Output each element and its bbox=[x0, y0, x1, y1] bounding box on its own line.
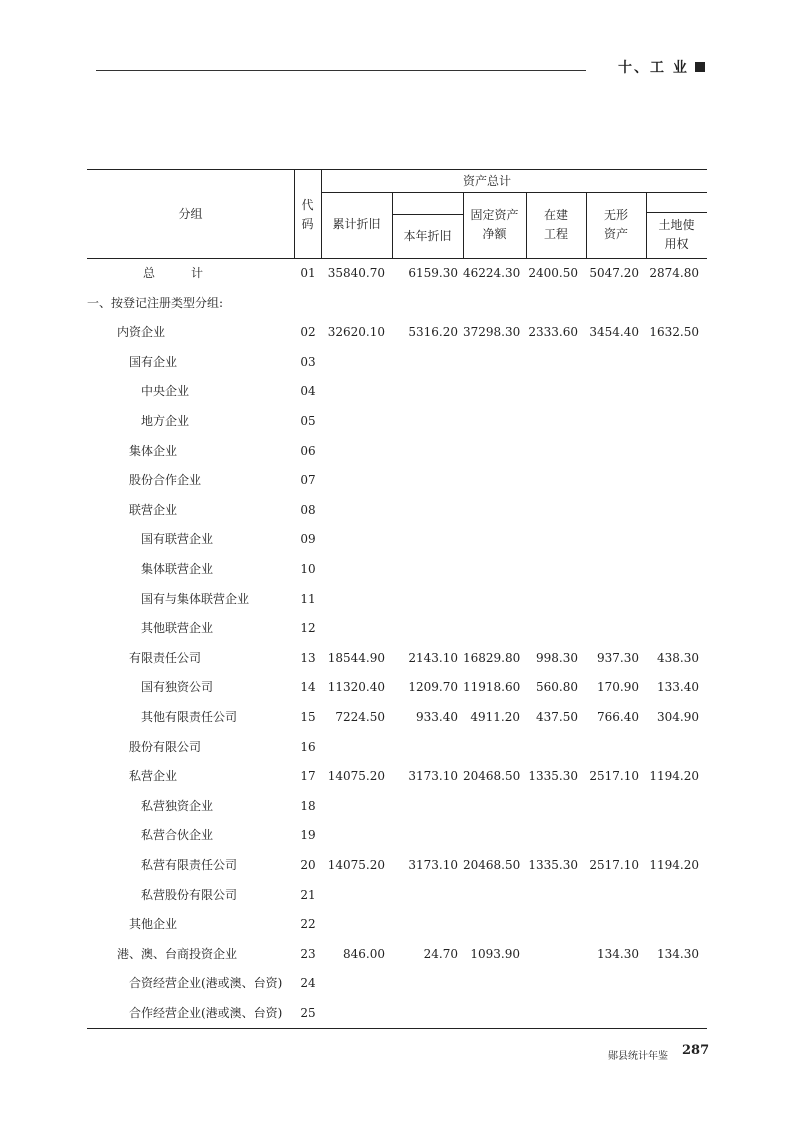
row-group-name: 国有独资公司 bbox=[141, 680, 214, 695]
row-code: 21 bbox=[300, 887, 316, 902]
row-group-name: 总 计 bbox=[143, 266, 204, 280]
header-rule bbox=[96, 70, 586, 71]
col-header-construction: 在建 工程 bbox=[543, 208, 568, 241]
row-code: 05 bbox=[300, 414, 316, 428]
row-value-col-3: 4911.20 bbox=[470, 710, 520, 724]
row-code: 10 bbox=[300, 562, 316, 576]
row-code: 14 bbox=[300, 680, 316, 695]
row-value-col-1: 14075.20 bbox=[327, 769, 385, 784]
row-code: 06 bbox=[300, 443, 316, 458]
row-group-name: 股份合作企业 bbox=[129, 473, 202, 488]
row-group-name: 国有联营企业 bbox=[141, 532, 214, 547]
col-header-total-assets: 资产总计 bbox=[463, 174, 512, 188]
table-row bbox=[87, 352, 707, 372]
header-divider bbox=[321, 192, 707, 193]
row-value-col-3: 20468.50 bbox=[463, 769, 521, 784]
table-row bbox=[87, 559, 707, 579]
row-group-name: 其他联营企业 bbox=[141, 621, 214, 636]
row-code: 08 bbox=[300, 502, 316, 517]
row-code: 02 bbox=[300, 325, 316, 340]
row-value-col-3: 1093.90 bbox=[470, 946, 520, 961]
table-row bbox=[87, 293, 707, 313]
row-value-col-1: 14075.20 bbox=[327, 858, 385, 872]
black-square-icon bbox=[695, 62, 705, 72]
row-value-col-1: 35840.70 bbox=[327, 266, 385, 280]
row-code: 04 bbox=[300, 384, 316, 399]
table-bottom-rule bbox=[87, 1028, 707, 1029]
row-group-name: 其他有限责任公司 bbox=[141, 710, 238, 724]
row-code: 23 bbox=[300, 946, 316, 961]
row-code: 07 bbox=[300, 473, 316, 488]
table-row bbox=[87, 825, 707, 845]
header-divider bbox=[646, 212, 707, 213]
row-code: 17 bbox=[300, 769, 316, 784]
col-header-code: 代 码 bbox=[301, 198, 314, 231]
row-value-col-3: 11918.60 bbox=[463, 680, 521, 695]
table-row bbox=[87, 618, 707, 638]
row-group-name: 私营合伙企业 bbox=[141, 828, 214, 843]
row-value-col-6: 1194.20 bbox=[649, 858, 699, 872]
row-code: 16 bbox=[300, 739, 316, 754]
row-value-col-6: 1632.50 bbox=[649, 325, 699, 340]
row-value-col-2: 3173.10 bbox=[408, 858, 458, 872]
row-code: 20 bbox=[300, 858, 316, 872]
table-row bbox=[87, 885, 707, 905]
section-title-text: 十、工 业 bbox=[618, 60, 689, 76]
row-value-col-5: 937.30 bbox=[597, 650, 639, 665]
row-code: 13 bbox=[300, 650, 316, 665]
row-value-col-5: 2517.10 bbox=[589, 769, 639, 784]
row-code: 19 bbox=[300, 828, 316, 843]
row-group-name: 私营股份有限公司 bbox=[141, 887, 238, 902]
row-value-col-2: 24.70 bbox=[423, 946, 458, 961]
row-code: 24 bbox=[300, 976, 316, 991]
table-row bbox=[87, 914, 707, 934]
row-group-name: 国有企业 bbox=[129, 354, 178, 369]
row-group-name: 有限责任公司 bbox=[129, 650, 202, 665]
row-value-col-5: 2517.10 bbox=[589, 858, 639, 872]
header-divider bbox=[392, 214, 463, 215]
row-value-col-4: 2333.60 bbox=[528, 325, 578, 340]
row-value-col-2: 1209.70 bbox=[408, 680, 458, 695]
row-group-name: 私营有限责任公司 bbox=[141, 858, 238, 872]
table-row bbox=[87, 322, 707, 342]
table-row bbox=[87, 737, 707, 757]
table-row bbox=[87, 411, 707, 431]
col-header-intangible: 无形 资产 bbox=[603, 208, 628, 241]
row-value-col-4: 2400.50 bbox=[528, 266, 578, 280]
row-value-col-3: 37298.30 bbox=[463, 325, 521, 340]
table-row bbox=[87, 441, 707, 461]
page-number: 287 bbox=[682, 1043, 710, 1058]
row-group-name: 集体企业 bbox=[129, 443, 178, 458]
row-value-col-6: 438.30 bbox=[657, 650, 699, 665]
row-group-name: 中央企业 bbox=[141, 384, 190, 399]
row-group-name: 联营企业 bbox=[129, 502, 178, 517]
table-row bbox=[87, 648, 707, 668]
row-value-col-1: 32620.10 bbox=[327, 325, 385, 340]
row-group-name: 合作经营企业(港或澳、台资) bbox=[129, 1006, 283, 1020]
table-top-rule bbox=[87, 169, 707, 170]
col-header-group: 分组 bbox=[178, 207, 203, 221]
col-header-land: 土地使 用权 bbox=[658, 218, 695, 251]
row-group-name: 合资经营企业(港或澳、台资) bbox=[129, 976, 283, 991]
row-group-name: 股份有限公司 bbox=[129, 739, 202, 754]
table-row bbox=[87, 470, 707, 490]
row-group-name: 私营独资企业 bbox=[141, 798, 214, 813]
table-row bbox=[87, 529, 707, 549]
table-row bbox=[87, 855, 707, 875]
table-row bbox=[87, 677, 707, 697]
row-group-name: 国有与集体联营企业 bbox=[141, 591, 250, 606]
table-row bbox=[87, 263, 707, 283]
row-code: 18 bbox=[300, 798, 316, 813]
row-value-col-1: 846.00 bbox=[343, 946, 385, 961]
row-group-name: 港、澳、台商投资企业 bbox=[117, 946, 238, 961]
header-divider bbox=[321, 169, 322, 258]
row-code: 11 bbox=[300, 591, 316, 606]
table-row bbox=[87, 766, 707, 786]
header-divider bbox=[392, 192, 393, 258]
table-row bbox=[87, 973, 707, 993]
row-value-col-5: 766.40 bbox=[597, 710, 639, 724]
row-group-name: 地方企业 bbox=[141, 414, 190, 428]
row-value-col-4: 1335.30 bbox=[528, 769, 578, 784]
row-code: 25 bbox=[300, 1006, 316, 1020]
row-code: 01 bbox=[300, 266, 316, 280]
table-row bbox=[87, 500, 707, 520]
row-value-col-2: 2143.10 bbox=[408, 650, 458, 665]
row-value-col-6: 2874.80 bbox=[649, 266, 699, 280]
row-value-col-2: 3173.10 bbox=[408, 769, 458, 784]
table-header-bottom-rule bbox=[87, 258, 707, 259]
row-value-col-5: 5047.20 bbox=[589, 266, 639, 280]
row-value-col-4: 437.50 bbox=[536, 710, 578, 724]
row-value-col-2: 933.40 bbox=[416, 710, 458, 724]
row-code: 09 bbox=[300, 532, 316, 547]
row-value-col-1: 18544.90 bbox=[327, 650, 385, 665]
row-value-col-5: 134.30 bbox=[597, 946, 639, 961]
row-value-col-2: 6159.30 bbox=[408, 266, 458, 280]
row-value-col-6: 134.30 bbox=[657, 946, 699, 961]
row-group-name: 一、按登记注册类型分组: bbox=[87, 295, 224, 310]
table-row bbox=[87, 707, 707, 727]
table-row bbox=[87, 1003, 707, 1023]
row-value-col-5: 170.90 bbox=[597, 680, 639, 695]
row-value-col-4: 1335.30 bbox=[528, 858, 578, 872]
table-row bbox=[87, 944, 707, 964]
row-value-col-2: 5316.20 bbox=[408, 325, 458, 340]
row-value-col-1: 11320.40 bbox=[327, 680, 385, 695]
row-code: 12 bbox=[300, 621, 316, 636]
row-value-col-6: 304.90 bbox=[657, 710, 699, 724]
row-value-col-6: 1194.20 bbox=[649, 769, 699, 784]
col-header-cum-depr: 累计折旧 bbox=[332, 217, 381, 231]
row-value-col-3: 16829.80 bbox=[463, 650, 521, 665]
row-value-col-3: 20468.50 bbox=[463, 858, 521, 872]
row-code: 15 bbox=[300, 710, 316, 724]
row-value-col-6: 133.40 bbox=[657, 680, 699, 695]
col-header-year-depr: 本年折旧 bbox=[403, 229, 452, 243]
row-value-col-1: 7224.50 bbox=[335, 710, 385, 724]
row-code: 03 bbox=[300, 354, 316, 369]
section-title bbox=[618, 57, 705, 77]
row-group-name: 集体联营企业 bbox=[141, 562, 214, 576]
row-value-col-4: 560.80 bbox=[536, 680, 578, 695]
col-header-fixed-net: 固定资产 净额 bbox=[470, 208, 519, 241]
table-row bbox=[87, 589, 707, 609]
row-value-col-5: 3454.40 bbox=[589, 325, 639, 340]
footer-book-title: 郧县统计年鉴 bbox=[608, 1051, 668, 1062]
table-row bbox=[87, 796, 707, 816]
row-value-col-4: 998.30 bbox=[536, 650, 578, 665]
row-group-name: 其他企业 bbox=[129, 917, 178, 932]
row-code: 22 bbox=[300, 917, 316, 932]
row-value-col-3: 46224.30 bbox=[463, 266, 521, 280]
row-group-name: 私营企业 bbox=[129, 769, 178, 784]
table-row bbox=[87, 381, 707, 401]
row-group-name: 内资企业 bbox=[117, 325, 166, 340]
